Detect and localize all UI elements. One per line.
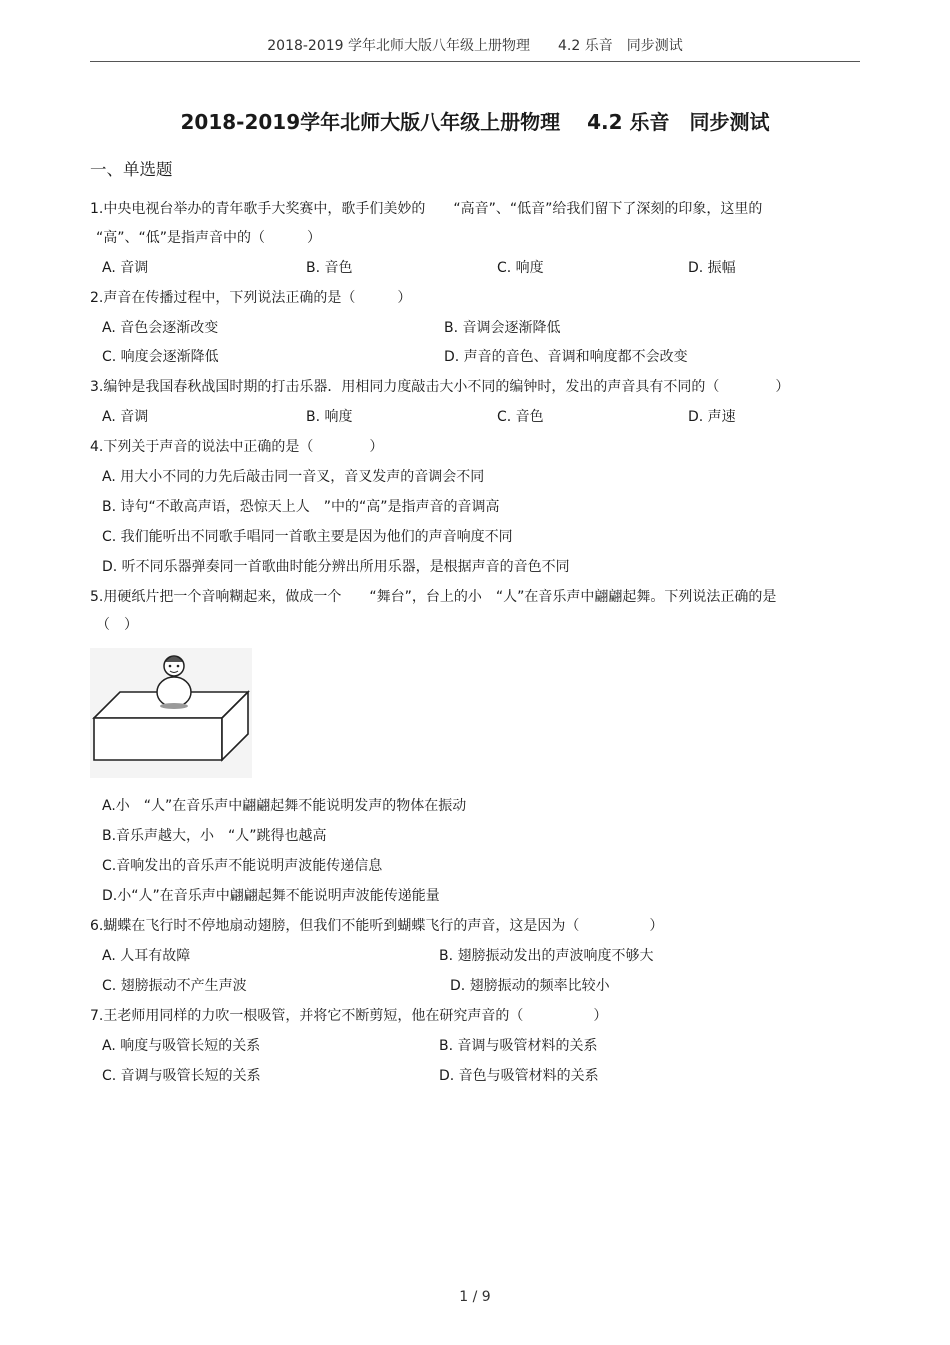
question-6-option-c: C. 翅膀振动不产生声波 — [102, 978, 247, 994]
question-4-option-d: D. 听不同乐器弹奏同一首歌曲时能分辨出所用乐器，是根据声音的音色不同 — [102, 559, 570, 575]
question-6-text: 6.蝴蝶在飞行时不停地扇动翅膀，但我们不能听到蝴蝶飞行的声音，这是因为（ ） — [90, 918, 664, 934]
question-5-option-c: C.音响发出的音乐声不能说明声波能传递信息 — [102, 858, 383, 874]
question-3-option-c: C. 音色 — [497, 409, 544, 425]
question-6-option-a: A. 人耳有故障 — [102, 948, 191, 964]
question-3-text: 3.编钟是我国春秋战国时期的打击乐器．用相同力度敲击大小不同的编钟时，发出的声音具有不同的（ ） — [90, 379, 790, 395]
question-1-option-b: B. 音色 — [306, 260, 353, 276]
question-7-option-b: B. 音调与吸管材料的关系 — [439, 1038, 598, 1054]
question-3-option-a: A. 音调 — [102, 409, 149, 425]
question-2-text: 2.声音在传播过程中，下列说法正确的是（ ） — [90, 290, 412, 306]
page-number: 1 / 9 — [459, 1289, 491, 1305]
question-2-option-c: C. 响度会逐渐降低 — [102, 349, 219, 365]
question-2-option-b: B. 音调会逐渐降低 — [444, 320, 561, 336]
question-5-option-d: D.小“人”在音乐声中翩翩起舞不能说明声波能传递能量 — [102, 888, 440, 904]
section-heading: 一、单选题 — [90, 160, 173, 179]
question-1-text: 1.中央电视台举办的青年歌手大奖赛中，歌手们美妙的 “高音”、“低音”给我们留下了深刻的印象，这里的 — [90, 201, 763, 217]
question-1-option-d: D. 振幅 — [688, 260, 736, 276]
question-4-text: 4.下列关于声音的说法中正确的是（ ） — [90, 439, 384, 455]
question-5-option-b: B.音乐声越大，小 “人”跳得也越高 — [102, 828, 327, 844]
question-3-option-b: B. 响度 — [306, 409, 353, 425]
question-6-option-d: D. 翅膀振动的频率比较小 — [450, 978, 610, 994]
header-divider — [90, 61, 860, 62]
question-2-option-a: A. 音色会逐渐改变 — [102, 320, 219, 336]
question-7-option-c: C. 音调与吸管长短的关系 — [102, 1068, 261, 1084]
question-5-option-a: A.小 “人”在音乐声中翩翩起舞不能说明发声的物体在振动 — [102, 798, 467, 814]
document-title: 2018-2019学年北师大版八年级上册物理 4.2 乐音 同步测试 — [180, 110, 770, 134]
question-4-option-c: C. 我们能听出不同歌手唱同一首歌主要是因为他们的声音响度不同 — [102, 529, 513, 545]
running-header: 2018-2019 学年北师大版八年级上册物理 4.2 乐音 同步测试 — [267, 38, 683, 54]
question-7-option-a: A. 响度与吸管长短的关系 — [102, 1038, 261, 1054]
question-7-option-d: D. 音色与吸管材料的关系 — [439, 1068, 599, 1084]
question-2-option-d: D. 声音的音色、音调和响度都不会改变 — [444, 349, 688, 365]
question-7-text: 7.王老师用同样的力吹一根吸管，并将它不断剪短，他在研究声音的（ ） — [90, 1008, 608, 1024]
question-1-text-cont: “高”、“低”是指声音中的（ ） — [96, 230, 322, 246]
question-5-text-cont: （ ） — [96, 617, 138, 633]
question-5-text: 5.用硬纸片把一个音响糊起来，做成一个 “舞台”，台上的小 “人”在音乐声中翩翩起舞。下列说法正确的是 — [90, 589, 777, 605]
question-1-option-a: A. 音调 — [102, 260, 149, 276]
question-4-option-b: B. 诗句“不敢高声语，恐惊天上人 ”中的“高”是指声音的音调高 — [102, 499, 500, 515]
question-4-option-a: A. 用大小不同的力先后敲击同一音叉，音叉发声的音调会不同 — [102, 469, 485, 485]
speaker-box-figure — [90, 648, 252, 778]
question-6-option-b: B. 翅膀振动发出的声波响度不够大 — [439, 948, 654, 964]
question-3-option-d: D. 声速 — [688, 409, 736, 425]
question-1-option-c: C. 响度 — [497, 260, 544, 276]
